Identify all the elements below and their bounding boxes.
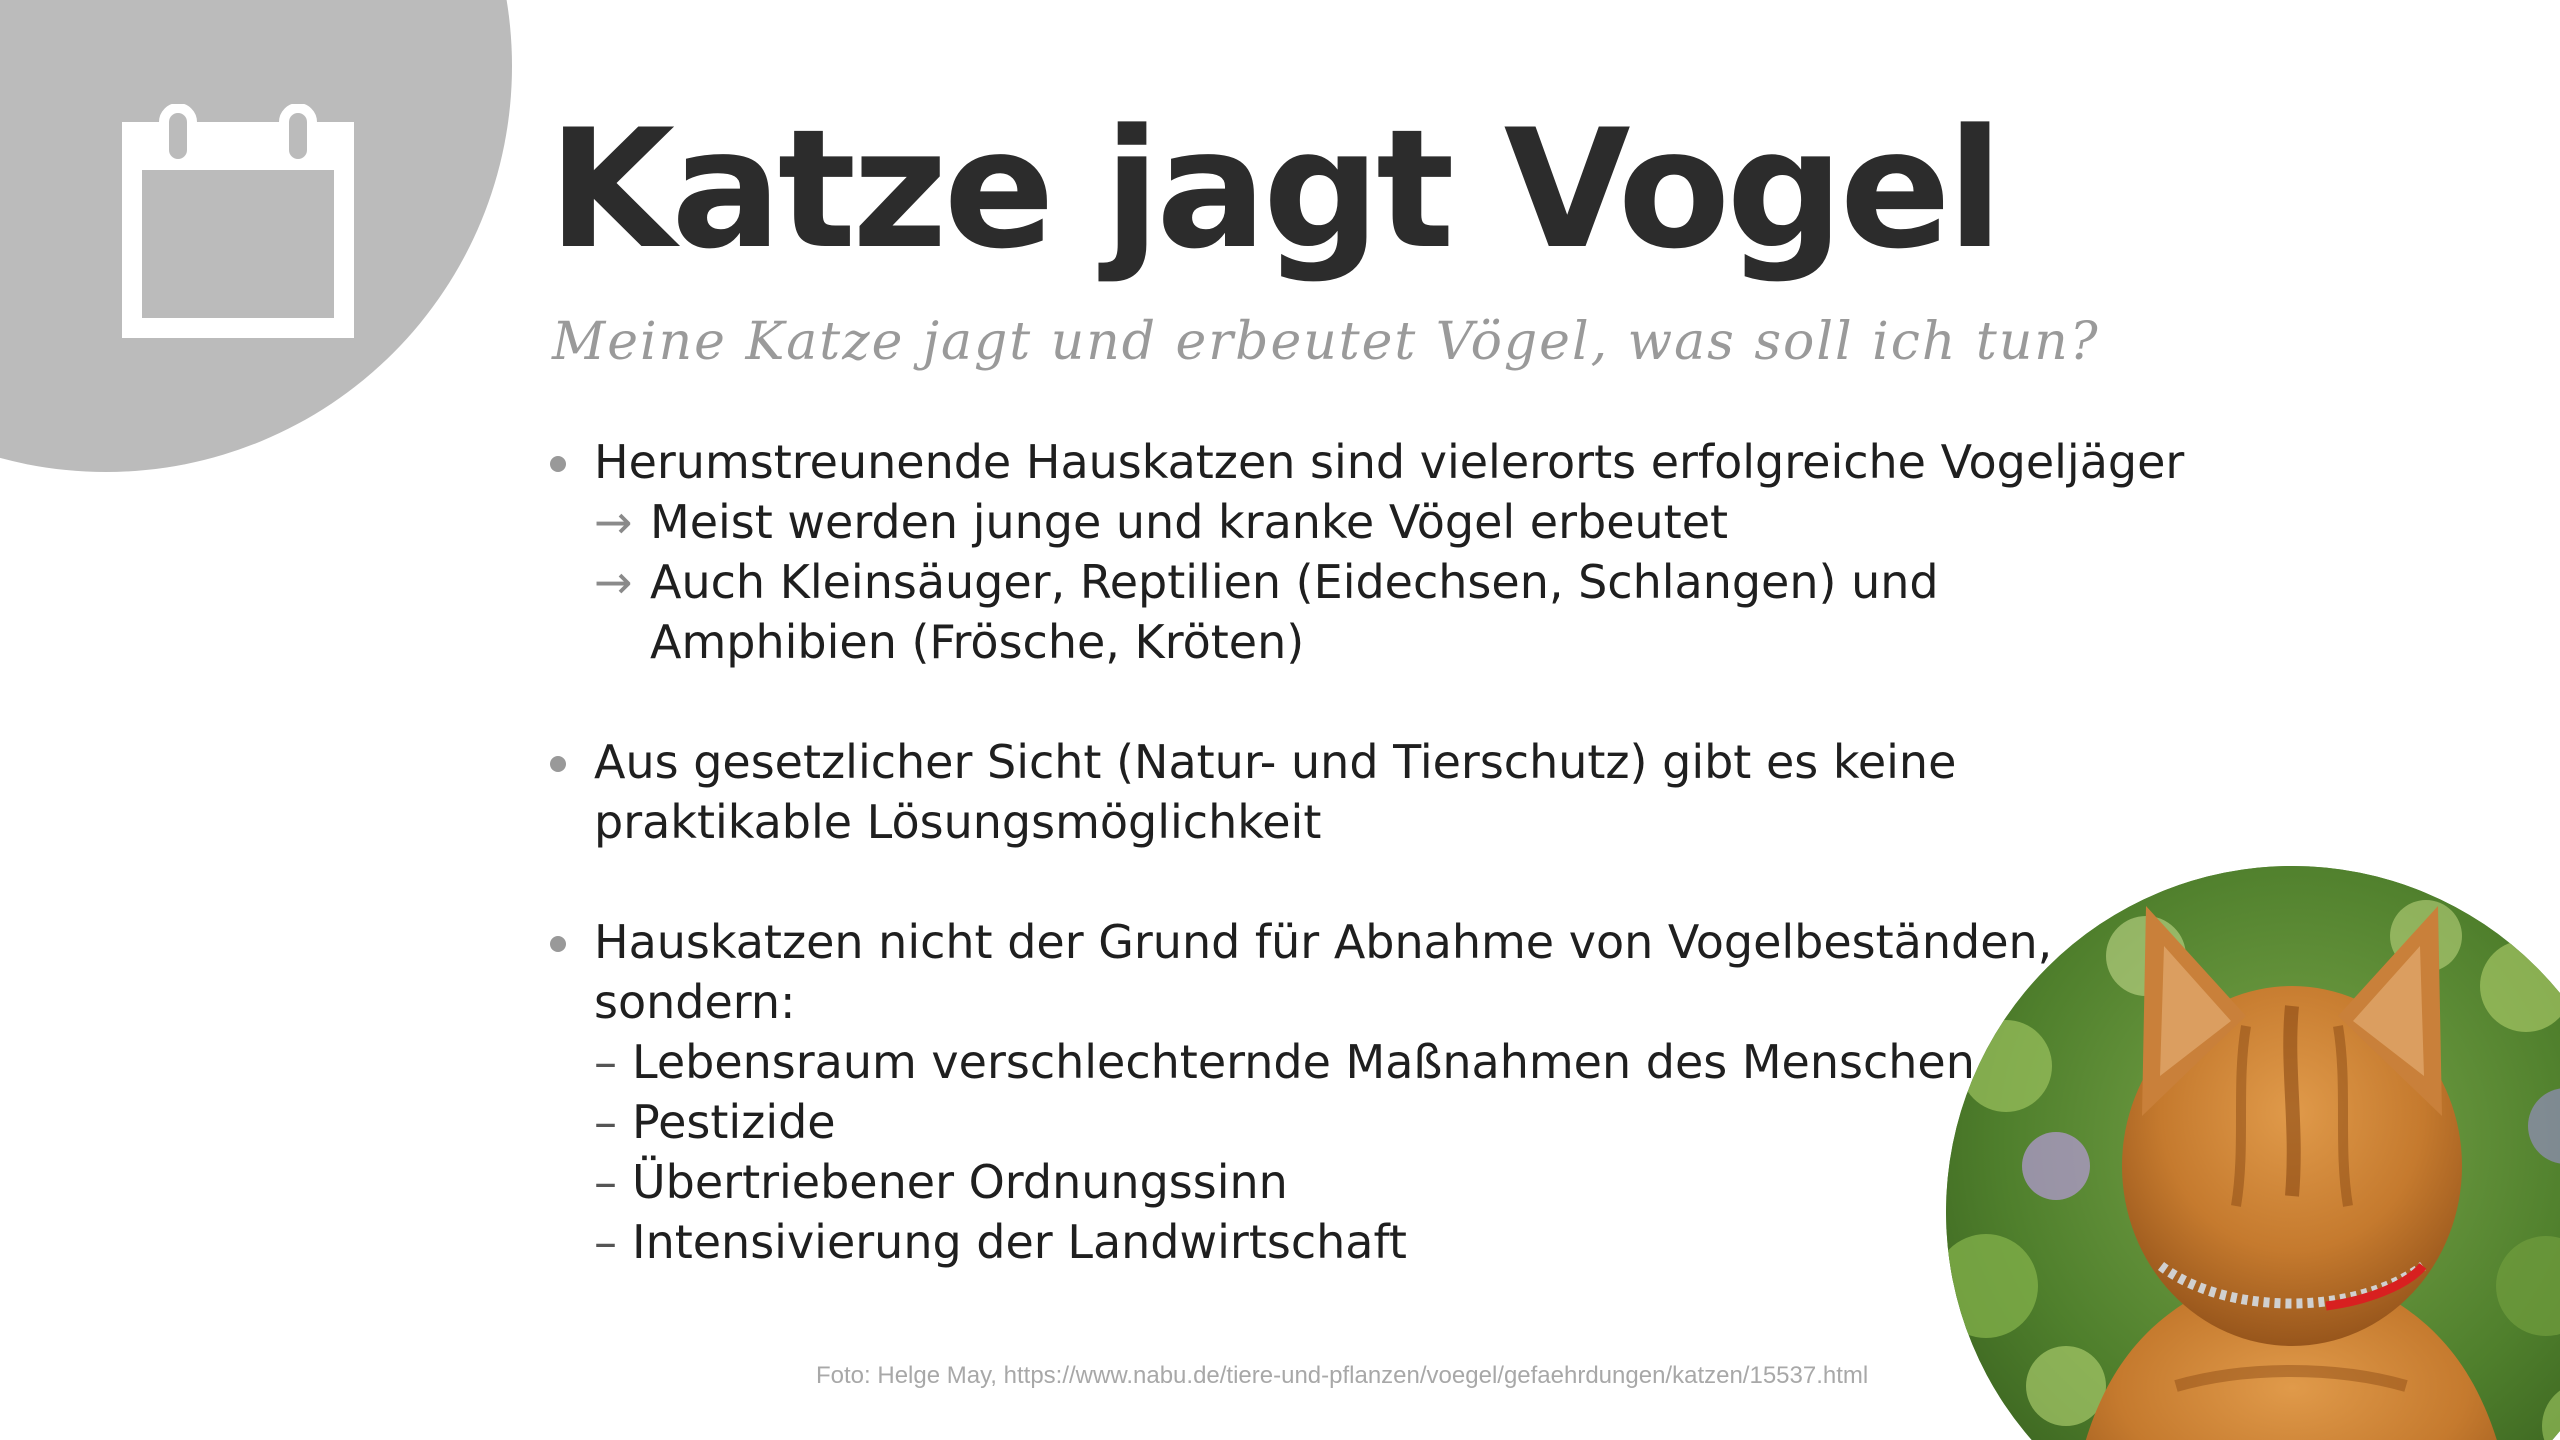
calendar-icon bbox=[122, 104, 354, 340]
photo-credit: Foto: Helge May, https://www.nabu.de/tiere-und-pflanzen/voegel/gefaehrdungen/katzen/15537.html bbox=[816, 1362, 1869, 1389]
dash-item-text: Übertriebener Ordnungssinn bbox=[632, 1155, 1288, 1209]
dash-icon: – bbox=[594, 1215, 617, 1269]
dash-item-text: Lebensraum verschlechternde Maßnahmen des Menschen bbox=[632, 1035, 1975, 1089]
sub-item bbox=[594, 492, 2168, 552]
slide-subtitle: Meine Katze jagt und erbeutet Vögel, was soll ich tun? bbox=[552, 312, 2100, 372]
bullet-item bbox=[548, 432, 2185, 672]
bullet-item bbox=[548, 912, 2168, 1272]
bullet-text: Herumstreunende Hauskatzen sind vielerorts erfolgreiche Vogeljäger bbox=[594, 435, 2185, 489]
bullet-list bbox=[548, 432, 2185, 1332]
bullet-dot bbox=[550, 756, 566, 772]
dash-item bbox=[594, 1152, 2168, 1212]
sub-item-text: Auch Kleinsäuger, Reptilien (Eidechsen, Schlangen) und bbox=[650, 555, 1939, 609]
dash-item bbox=[594, 1092, 2168, 1152]
dash-icon: – bbox=[594, 1035, 617, 1089]
bullet-item bbox=[548, 732, 2168, 852]
dash-item bbox=[594, 1032, 2168, 1092]
dash-icon: – bbox=[594, 1095, 617, 1149]
dash-item-text: Intensivierung der Landwirtschaft bbox=[632, 1215, 1407, 1269]
arrow-icon: → bbox=[594, 495, 633, 549]
bullet-text: praktikable Lösungsmöglichkeit bbox=[594, 795, 1322, 849]
dash-item bbox=[594, 1212, 2168, 1272]
sub-item-text: Meist werden junge und kranke Vögel erbeutet bbox=[650, 495, 1729, 549]
bullet-text: Hauskatzen nicht der Grund für Abnahme von Vogelbeständen, bbox=[594, 915, 2053, 969]
dash-icon: – bbox=[594, 1155, 617, 1209]
slide-title: Katze jagt Vogel bbox=[548, 94, 2000, 285]
bullet-dot bbox=[550, 936, 566, 952]
dash-item-text: Pestizide bbox=[632, 1095, 836, 1149]
arrow-icon: → bbox=[594, 555, 633, 609]
sub-item-text: Amphibien (Frösche, Kröten) bbox=[650, 615, 1305, 669]
sub-item bbox=[594, 552, 2168, 672]
bullet-text: sondern: bbox=[594, 975, 796, 1029]
bullet-dot bbox=[550, 456, 566, 472]
bullet-text: Aus gesetzlicher Sicht (Natur- und Tierschutz) gibt es keine bbox=[594, 735, 1957, 789]
